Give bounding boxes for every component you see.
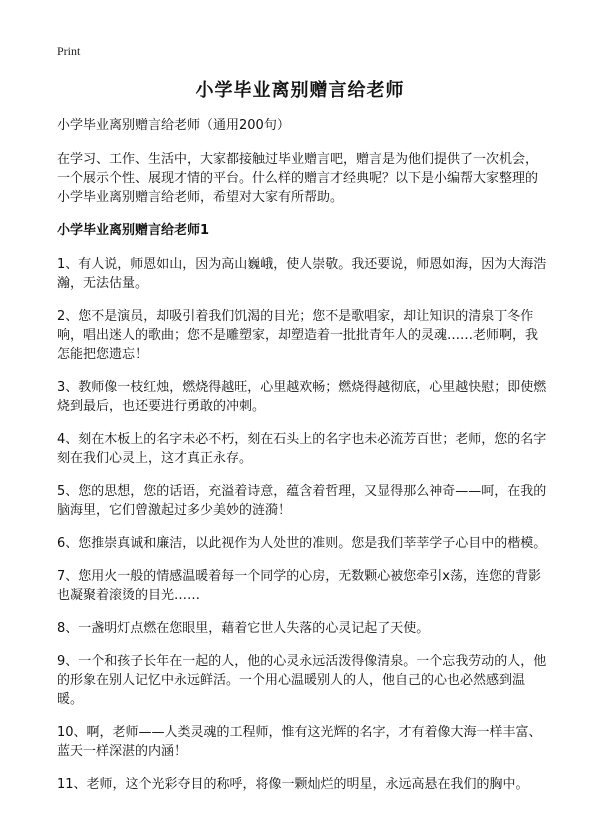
list-item: 2、您不是演员，却吸引着我们饥渴的目光；您不是歌唱家，却让知识的清泉丁冬作响，唱出迷人的歌曲；您不是雕塑家，却塑造着一批批青年人的灵魂……老师啊，我怎能把您遗忘！ <box>57 309 539 362</box>
article-subtitle: 小学毕业离别赠言给老师（通用200句） <box>57 118 290 133</box>
list-item: 6、您推崇真诚和廉洁，以此视作为人处世的准则。您是我们莘莘学子心目中的楷模。 <box>57 536 547 551</box>
article-body <box>57 116 547 808</box>
list-item: 3、教师像一枝红烛，燃烧得越旺，心里越欢畅；燃烧得越彻底，心里越快慰；即使燃烧到最后，也还要进行勇敢的冲刺。 <box>57 380 547 414</box>
intro-paragraph: 在学习、工作、生活中，大家都接触过毕业赠言吧，赠言是为他们提供了一次机会，一个展示个性、展现才情的平台。什么样的赠言才经典呢？以下是小编帮大家整理的小学毕业离别赠言给老师，希望对大家有所帮助。 <box>57 152 539 205</box>
page-title: 小学毕业离别赠言给老师 <box>195 80 405 101</box>
list-item: 4、刻在木板上的名字未必不朽，刻在石头上的名字也未必流芳百世；老师，您的名字刻在我们心灵上，这才真正永存。 <box>57 432 547 466</box>
print-link[interactable]: Print <box>57 44 81 58</box>
section-heading: 小学毕业离别赠言给老师1 <box>57 223 210 238</box>
list-item: 8、一盏明灯点燃在您眼里，藉着它世人失落的心灵记起了天使。 <box>57 621 430 636</box>
list-item: 1、有人说，师恩如山，因为高山巍峨，使人崇敬。我还要说，师恩如海，因为大海浩瀚，无法估量。 <box>57 257 547 291</box>
list-item: 9、一个和孩子长年在一起的人，他的心灵永远活泼得像清泉。一个忘我劳动的人，他的形象在别人记忆中永远鲜活。一个用心温暖别人的人，他自己的心也必然感到温暖。 <box>57 654 547 707</box>
list-item: 10、啊，老师——人类灵魂的工程师，惟有这光辉的名字，才有着像大海一样丰富、蓝天一样深湛的内涵！ <box>57 725 542 759</box>
list-item: 7、您用火一般的情感温暖着每一个同学的心房，无数颗心被您牵引ⅹ荡，连您的背影也凝聚着滚烫的目光…… <box>57 569 541 603</box>
list-item: 5、您的思想，您的话语，充溢着诗意，蕴含着哲理，又显得那么神奇——呵，在我的脑海里，它们曾激起过多少美妙的涟漪！ <box>57 484 547 518</box>
list-item: 11、老师，这个光彩夺目的称呼，将像一颗灿烂的明星，永远高悬在我们的胸中。 <box>57 777 529 792</box>
